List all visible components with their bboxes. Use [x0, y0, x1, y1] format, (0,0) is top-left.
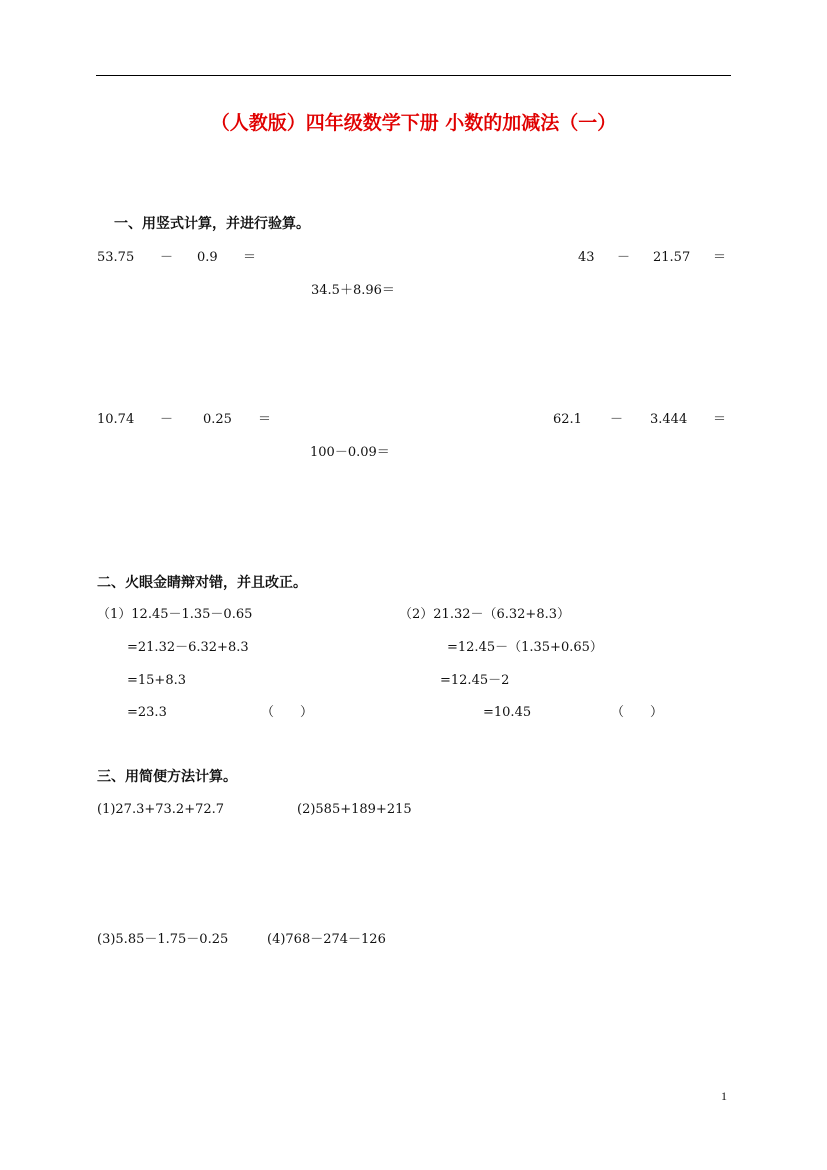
s3-item-3: (3)5.85－1.75－0.25	[97, 932, 229, 947]
section3-heading: 三、用简便方法计算。	[97, 769, 237, 785]
s2-problem1-step2: =15+8.3	[127, 673, 187, 688]
s1-r2-right-op: －	[610, 412, 624, 427]
s1-r2-right-a: 62.1	[553, 412, 582, 427]
s2-problem2-label: （2）21.32－（6.32+8.3）	[399, 607, 570, 622]
s1-r2-left-b: 0.25	[203, 412, 232, 427]
s2-problem1-step3: =23.3	[127, 705, 167, 720]
s1-r2-right-b: 3.444	[650, 412, 688, 427]
s2-problem2-step3: =10.45	[483, 705, 532, 720]
s1-r1-left-op: －	[160, 250, 174, 265]
header-rule	[96, 75, 731, 76]
s1-r1-left-b: 0.9	[197, 250, 218, 265]
section2-heading: 二、火眼金睛辩对错，并且改正。	[97, 575, 307, 591]
s1-r2-middle: 100－0.09＝	[310, 445, 390, 460]
page-title: （人教版）四年级数学下册 小数的加减法（一）	[210, 112, 617, 134]
s2-problem2-step2: =12.45－2	[440, 673, 510, 688]
s1-r1-right-eq: ＝	[713, 250, 727, 265]
s3-item-4: (4)768－274－126	[267, 932, 386, 947]
s1-r2-left-eq: ＝	[258, 412, 272, 427]
s2-problem1-step1: =21.32－6.32+8.3	[127, 640, 249, 655]
page-number: 1	[721, 1089, 727, 1103]
section1-heading: 一、用竖式计算，并进行验算。	[114, 216, 310, 232]
s2-problem2-step1: =12.45－（1.35+0.65）	[447, 640, 603, 655]
s3-item-2: (2)585+189+215	[297, 802, 412, 817]
s2-problem2-answer-bracket[interactable]: （ ）	[611, 705, 664, 720]
s1-r1-right-op: －	[617, 250, 631, 265]
s3-item-1: (1)27.3+73.2+72.7	[97, 802, 225, 817]
s1-r2-left-op: －	[160, 412, 174, 427]
s2-problem1-answer-bracket[interactable]: （ ）	[261, 705, 314, 720]
s1-r1-right-a: 43	[578, 250, 595, 265]
s1-r2-right-eq: ＝	[713, 412, 727, 427]
s1-r1-right-b: 21.57	[653, 250, 691, 265]
s1-r2-left-a: 10.74	[97, 412, 135, 427]
s2-problem1-label: （1）12.45－1.35－0.65	[97, 607, 253, 622]
s1-r1-left-eq: ＝	[243, 250, 257, 265]
s1-r1-middle: 34.5＋8.96＝	[311, 283, 395, 298]
s1-r1-left-a: 53.75	[97, 250, 135, 265]
